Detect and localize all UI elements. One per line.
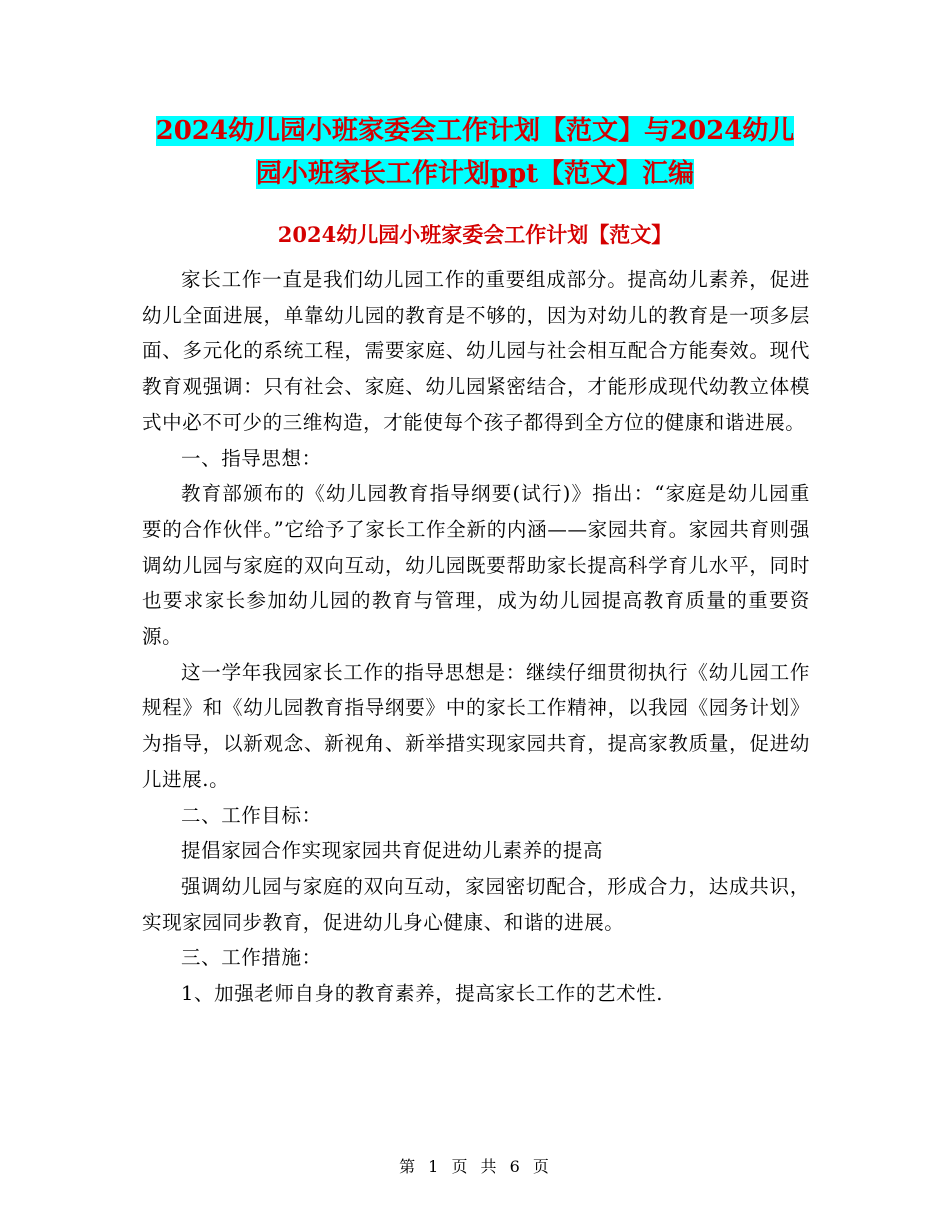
heading-work-goals: 二、工作目标： xyxy=(181,803,322,827)
document-body xyxy=(142,262,810,1012)
paragraph-goal-summary: 提倡家园合作实现家园共育促进幼儿素养的提高 xyxy=(181,839,604,863)
paragraph-goal-detail: 强调幼儿园与家庭的双向互动，家园密切配合，形成合力，达成共识，实现家园同步教育，促进幼儿身心健康、和谐的进展。 xyxy=(142,874,810,934)
document-title-line-2 xyxy=(140,155,810,193)
title-highlight: 2024幼儿园小班家委会工作计划【范文】与2024幼儿 xyxy=(155,116,795,146)
paragraph-measure-1: 1、加强老师自身的教育素养，提高家长工作的艺术性. xyxy=(181,982,664,1006)
heading-guiding-ideology: 一、指导思想： xyxy=(181,446,322,470)
paragraph-intro: 家长工作一直是我们幼儿园工作的重要组成部分。提高幼儿素养，促进幼儿全面进展，单靠幼儿园的教育是不够的，因为对幼儿的教育是一项多层面、多元化的系统工程，需要家庭、幼儿园与社会相互配合方能奏效。现代教育观强调：只有社会、家庭、幼儿园紧密结合，才能形成现代幼教立体模式中必不可少的三维构造，才能使每个孩子都得到全方位的健康和谐进展。 xyxy=(142,268,810,434)
heading-work-measures: 三、工作措施： xyxy=(181,946,322,970)
paragraph-guiding-thought: 这一学年我园家长工作的指导思想是：继续仔细贯彻执行《幼儿园工作规程》和《幼儿园教育指导纲要》中的家长工作精神，以我园《园务计划》为指导，以新观念、新视角、新举措实现家园共育，提高家教质量，促进幼儿进展.。 xyxy=(142,660,810,791)
paragraph-guideline-quote: 教育部颁布的《幼儿园教育指导纲要(试行)》指出：“家庭是幼儿园重要的合作伙伴。”它给予了家长工作全新的内涵——家园共育。家园共育则强调幼儿园与家庭的双向互动，幼儿园既要帮助家长提高科学育儿水平，同时也要求家长参加幼儿园的教育与管理，成为幼儿园提高教育质量的重要资源。 xyxy=(142,482,810,649)
title-highlight: 园小班家长工作计划ppt【范文】汇编 xyxy=(255,159,695,189)
document-title-line-1 xyxy=(140,112,810,150)
page-number-footer: 第 1 页 共 6 页 xyxy=(399,1157,551,1176)
section-title: 2024幼儿园小班家委会工作计划【范文】 xyxy=(277,222,673,247)
